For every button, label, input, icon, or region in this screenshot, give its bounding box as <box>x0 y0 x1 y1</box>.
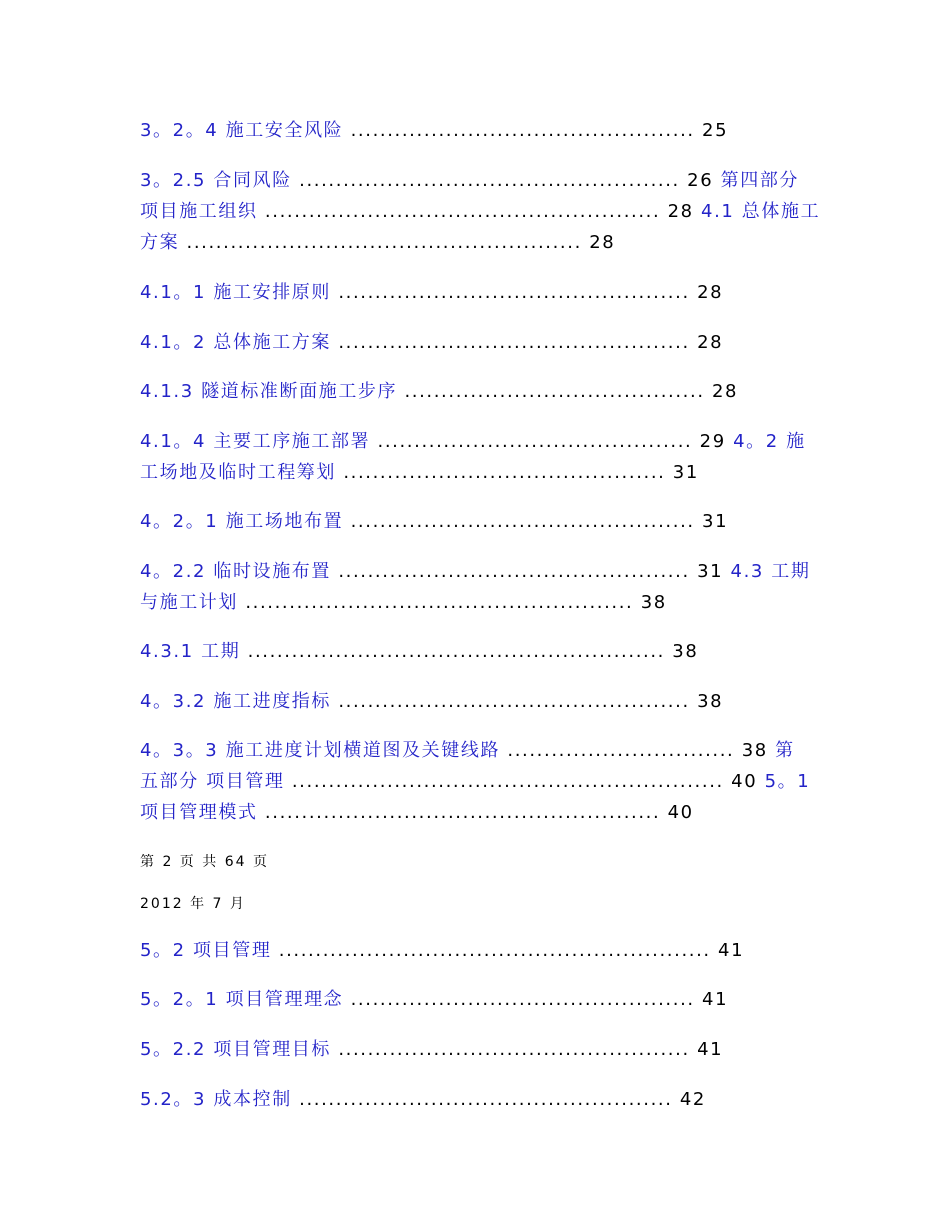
toc-leader-page-number: ...................................................... 40 <box>257 802 694 823</box>
toc-line <box>140 511 728 533</box>
toc-entry-link[interactable]: 方案 <box>140 232 180 253</box>
toc-line <box>140 641 698 663</box>
toc-leader-page-number: ............................................ 31 <box>336 462 699 483</box>
toc-entry-link[interactable]: 工场地及临时工程筹划 <box>140 462 336 483</box>
toc-leader-page-number: ........................................... 29 <box>370 431 726 452</box>
toc-leader-page-number: ...................................................... 28 <box>257 201 694 222</box>
toc-entry-link[interactable]: 第四部分 <box>713 170 800 191</box>
toc-entry-link[interactable]: 4.1.3 隧道标准断面施工步序 <box>140 381 398 402</box>
toc-line <box>140 120 728 142</box>
toc-line <box>140 1039 723 1061</box>
toc-line <box>140 740 795 762</box>
footer-text: 2012 年 7 月 <box>140 896 246 912</box>
toc-entry-link[interactable]: 五部分 项目管理 <box>140 771 285 792</box>
toc-leader-page-number: ................................................ 28 <box>331 332 724 353</box>
toc-line <box>140 691 723 713</box>
toc-line <box>140 201 820 223</box>
toc-leader-page-number: ............................................... 25 <box>343 120 729 141</box>
toc-entry-link[interactable]: 4.1 总体施工 <box>693 201 821 222</box>
toc-leader-page-number: ............................................... 41 <box>343 989 729 1010</box>
toc-line <box>140 592 667 614</box>
page-footer-text <box>140 893 246 915</box>
toc-leader-page-number: ................................................... 42 <box>291 1089 706 1110</box>
toc-line <box>140 989 728 1011</box>
toc-entry-link[interactable]: 5。2.2 项目管理目标 <box>140 1039 331 1060</box>
toc-line <box>140 561 810 583</box>
toc-entry-link[interactable]: 4.3.1 工期 <box>140 641 241 662</box>
toc-leader-page-number: ...................................................... 28 <box>179 232 616 253</box>
toc-entry-link[interactable]: 4。3.2 施工进度指标 <box>140 691 331 712</box>
toc-entry-link[interactable]: 5.2。3 成本控制 <box>140 1089 292 1110</box>
toc-leader-page-number: .................................................... 26 <box>291 170 714 191</box>
toc-entry-link[interactable]: 4。2。1 施工场地布置 <box>140 511 344 532</box>
toc-line <box>140 232 615 254</box>
toc-entry-link[interactable]: 4.1。2 总体施工方案 <box>140 332 331 353</box>
toc-line <box>140 170 799 192</box>
toc-entry-link[interactable]: 4.1。4 主要工序施工部署 <box>140 431 371 452</box>
toc-entry-link[interactable]: 4。3。3 施工进度计划横道图及关键线路 <box>140 740 501 761</box>
toc-leader-page-number: ......................................................... 38 <box>240 641 699 662</box>
toc-entry-link[interactable]: 4。2 施 <box>725 431 806 452</box>
toc-entry-link[interactable]: 3。2。4 施工安全风险 <box>140 120 344 141</box>
toc-line <box>140 381 738 403</box>
page-footer-text <box>140 851 269 873</box>
toc-entry-link[interactable]: 项目施工组织 <box>140 201 258 222</box>
toc-leader-page-number: ................................................ 28 <box>331 282 724 303</box>
toc-entry-link[interactable]: 5。2 项目管理 <box>140 940 272 961</box>
toc-line <box>140 462 699 484</box>
toc-entry-link[interactable]: 4.3 工期 <box>723 561 811 582</box>
toc-entry-link[interactable]: 第 <box>767 740 795 761</box>
toc-line <box>140 771 810 793</box>
toc-leader-page-number: ........................................................... 40 <box>284 771 758 792</box>
toc-entry-link[interactable]: 4。2.2 临时设施布置 <box>140 561 331 582</box>
toc-line <box>140 802 694 824</box>
toc-entry-link[interactable]: 5。2。1 项目管理理念 <box>140 989 344 1010</box>
toc-entry-link[interactable]: 与施工计划 <box>140 592 238 613</box>
toc-entry-link[interactable]: 4.1。1 施工安排原则 <box>140 282 331 303</box>
toc-leader-page-number: ............................................... 31 <box>343 511 729 532</box>
toc-entry-link[interactable]: 5。1 <box>757 771 811 792</box>
toc-line <box>140 332 723 354</box>
toc-entry-link[interactable]: 项目管理模式 <box>140 802 258 823</box>
toc-leader-page-number: ................................................ 38 <box>331 691 724 712</box>
toc-line <box>140 282 723 304</box>
toc-leader-page-number: ................................................ 41 <box>331 1039 724 1060</box>
toc-line <box>140 1089 706 1111</box>
footer-text: 第 2 页 共 64 页 <box>140 854 269 870</box>
toc-leader-page-number: ..................................................... 38 <box>238 592 667 613</box>
toc-leader-page-number: ........................................................... 41 <box>271 940 745 961</box>
toc-line <box>140 940 744 962</box>
toc-entry-link[interactable]: 3。2.5 合同风险 <box>140 170 292 191</box>
toc-leader-page-number: ......................................... 28 <box>397 381 739 402</box>
toc-leader-page-number: ............................... 38 <box>500 740 768 761</box>
toc-line <box>140 431 806 453</box>
toc-leader-page-number: ................................................ 31 <box>331 561 724 582</box>
